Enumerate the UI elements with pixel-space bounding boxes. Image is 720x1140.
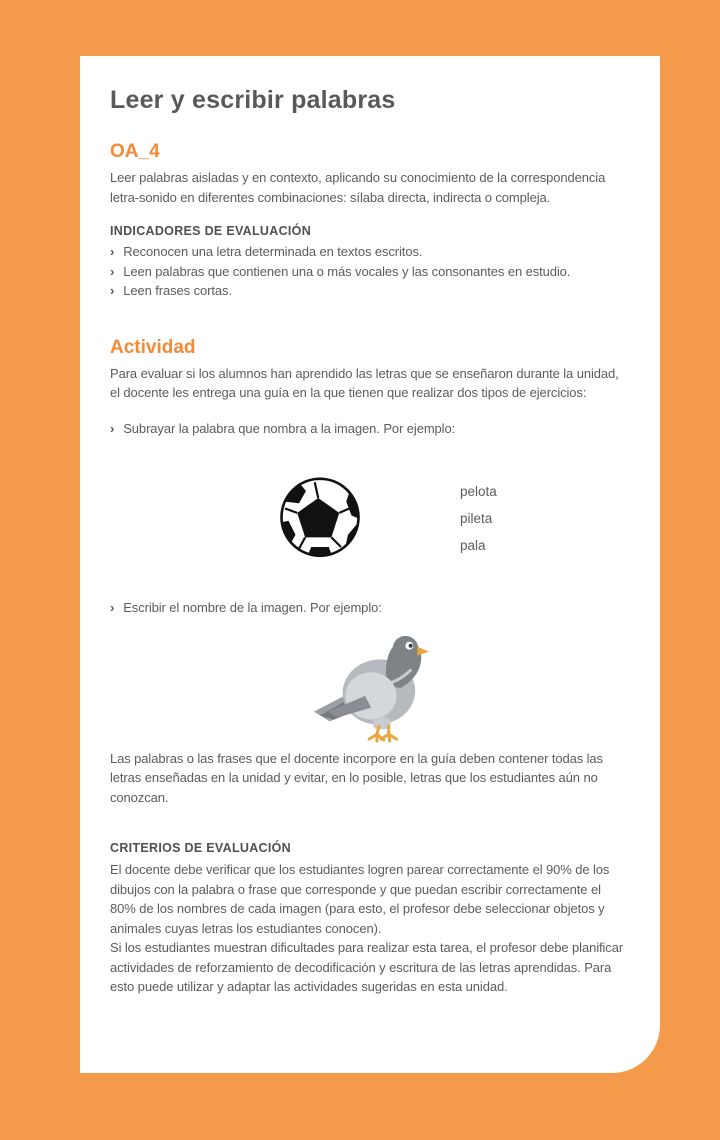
word-options	[460, 470, 497, 559]
bullet-icon: ›	[110, 420, 115, 436]
word-option: pala	[460, 538, 486, 553]
bullet-icon: ›	[110, 244, 115, 259]
pigeon-example	[314, 632, 628, 744]
word-option: pileta	[460, 511, 493, 526]
actividad-intro: Para evaluar si los alumnos han aprendido las letras que se enseñaron durante la unidad, el docente les entrega una guía en la que tienen que realizar dos tipos de ejercicios:	[110, 365, 619, 400]
criterios-p2: Si los estudiantes muestran dificultades para realizar esta tarea, el profesor debe planificar actividades de reforzamiento de decodificación y escritura de las letras aprendidas. Para esto puede utilizar y adaptar las actividades sugeridas en esta unidad.	[110, 940, 624, 994]
list-item-text: Leen frases cortas.	[123, 283, 232, 298]
list-item	[110, 262, 628, 282]
word-option: pelota	[460, 484, 497, 499]
oa-heading: OA_4	[110, 141, 160, 162]
oa-description: Leer palabras aisladas y en contexto, aplicando su conocimiento de la correspondencia letra-sonido en diferentes combinaciones: sílaba directa, indirecta o compleja.	[110, 170, 606, 205]
pigeon-icon	[314, 632, 432, 744]
ejercicio-1-text: Subrayar la palabra que nombra a la imagen. Por ejemplo:	[123, 420, 456, 436]
content-card	[80, 56, 660, 1073]
bullet-icon: ›	[110, 263, 115, 279]
indicadores-list	[110, 242, 628, 301]
ball-example	[276, 470, 628, 568]
list-item	[110, 281, 628, 301]
page-title: Leer y escribir palabras	[110, 86, 396, 114]
list-item-text: Reconocen una letra determinada en textos escritos.	[123, 244, 423, 259]
criterios-heading: CRITERIOS DE EVALUACIÓN	[110, 841, 291, 855]
list-item	[110, 242, 628, 262]
soccer-ball-icon	[276, 470, 364, 568]
ejercicio-2-text: Escribir el nombre de la imagen. Por ejemplo:	[123, 600, 382, 615]
actividad-nota: Las palabras o las frases que el docente incorpore en la guía deben contener todas las letras enseñadas en la unidad y evitar, en lo posible, letras que los estudiantes aún no conozcan.	[110, 750, 603, 805]
indicadores-heading: INDICADORES DE EVALUACIÓN	[110, 224, 312, 238]
bullet-icon: ›	[110, 600, 115, 615]
ejercicio-2	[110, 598, 628, 618]
ejercicio-1	[110, 419, 628, 439]
criterios-p1: El docente debe verificar que los estudiantes logren parear correctamente el 90% de los dibujos con la palabra o frase que corresponde y que puedan escribir correctamente el 80% de los nombres de cada imagen (para esto, el profesor debe seleccionar objetos y animales cuyas letras los estudiantes conocen).	[110, 862, 610, 936]
actividad-heading: Actividad	[110, 336, 196, 358]
bullet-icon: ›	[110, 283, 115, 298]
list-item-text: Leen palabras que contienen una o más vocales y las consonantes en estudio.	[123, 263, 571, 279]
